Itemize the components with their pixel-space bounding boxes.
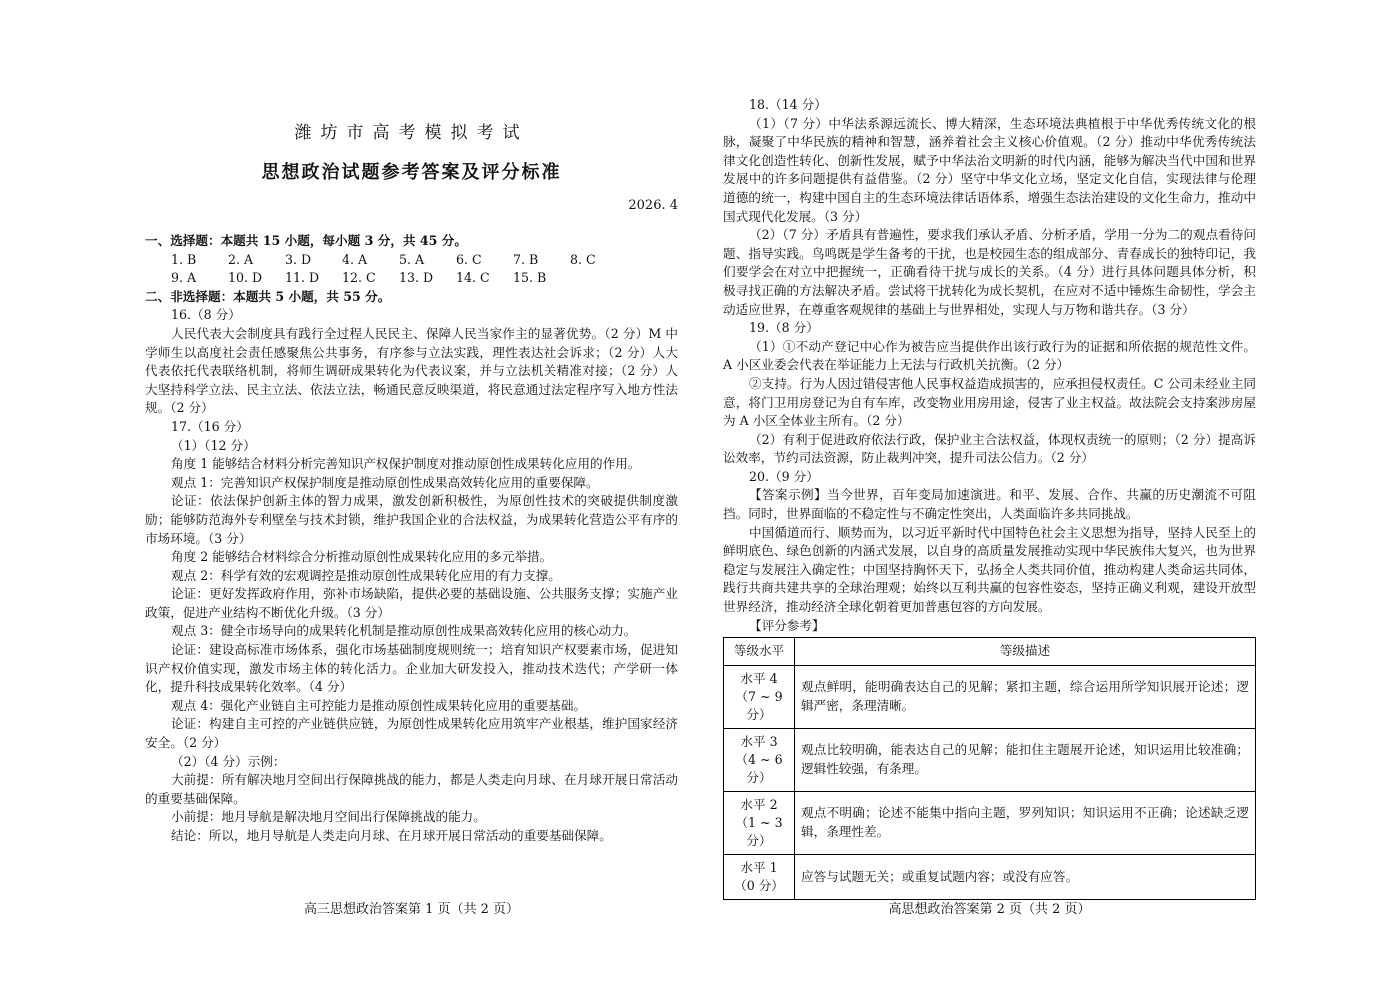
rubric-table	[723, 637, 1256, 900]
paragraph: 【答案示例】当今世界，百年变局加速演进。和平、发展、合作、共赢的历史潮流不可阻挡。同时，世界面临的不稳定性与不确定性突出，人类面临许多共同挑战。	[723, 487, 1256, 522]
paragraph: 20.（9 分）	[749, 468, 819, 484]
level-range: （1 ~ 3 分）	[735, 814, 783, 848]
document-title: 思想政治试题参考答案及评分标准	[261, 162, 562, 183]
answer-item: 15. B	[513, 270, 547, 286]
paragraph: 18.（14 分）	[749, 97, 827, 112]
paragraph: （2）（7 分）矛盾具有普遍性，要求我们承认矛盾、分析矛盾，学用一分为二的观点看待问题、指导实践。鸟鸣既是学生备考的干扰，也是校园生态的组成部分、青春成长的独特印记，我们要学会在对立中把握统一，正确看待干扰与成长的关系。（4 分）进行具体问题具体分析，积极寻找正确的方法解决矛盾。尝试将干扰转化为成长契机，在应对不适中锤炼生命韧性，学会主动适应世界，在尊重客观规律的基础上与世界相处，实现人与万物和谐共存。（3 分）	[723, 227, 1256, 317]
rubric-heading: 【评分参考】	[749, 617, 825, 633]
table-row	[724, 854, 1256, 899]
level-cell	[724, 791, 795, 854]
level-name: 水平 3	[740, 733, 778, 749]
page-footer-left: 高三思想政治答案第 1 页（共 2 页）	[303, 902, 520, 917]
paragraph: 小前提：地月导航是解决地月空间出行保障挑战的能力。	[171, 809, 486, 825]
paragraph: 观点 1：完善知识产权保护制度是推动原创性成果高效转化应用的重要保障。	[171, 474, 599, 490]
answer-item: 3. D	[285, 251, 312, 267]
paragraph: 结论：所以，地月导航是人类走向月球、在月球开展日常活动的重要基础保障。	[171, 828, 612, 843]
level-description: 应答与试题无关；或重复试题内容；或没有应答。	[795, 854, 1256, 899]
answer-item: 6. C	[456, 251, 482, 267]
level-cell	[724, 728, 795, 791]
level-description: 观点比较明确，能表达自己的见解；能扣住主题展开论述，知识运用比较准确；逻辑性较强，有条理。	[795, 728, 1256, 791]
paragraph: 论证：依法保护创新主体的智力成果，激发创新积极性，为原创性技术的突破提供制度激励；能够防范海外专利壁垒与技术封锁，维护我国企业的合法权益，为成果转化营造公平有序的市场环境。（3 分）	[145, 493, 678, 546]
answer-item: 7. B	[513, 251, 539, 267]
answer-item: 2. A	[228, 251, 254, 267]
answer-item: 13. D	[399, 270, 434, 286]
paragraph: 论证：更好发挥政府作用，弥补市场缺陷，提供必要的基础设施、公共服务支撑；实施产业政策，促进产业结构不断优化升级。（3 分）	[145, 586, 678, 620]
paragraph: （2）（4 分）示例：	[171, 753, 286, 769]
left-column	[145, 232, 678, 846]
table-row	[724, 728, 1256, 791]
level-name: 水平 2	[740, 796, 778, 812]
paragraph: （1）（12 分）	[171, 437, 256, 453]
level-range: （4 ~ 6 分）	[735, 751, 783, 785]
paragraph: 观点 2：科学有效的宏观调控是推动原创性成果转化应用的有力支撑。	[171, 567, 561, 583]
level-name: 水平 1	[740, 859, 778, 875]
paragraph: 大前提：所有解决地月空间出行保障挑战的能力，都是人类走向月球、在月球开展日常活动的重要基础保障。	[145, 772, 678, 806]
table-header-row	[724, 638, 1256, 666]
table-row	[724, 791, 1256, 854]
level-range: （0 分）	[734, 877, 784, 893]
paragraph: 角度 2 能够结合材料综合分析推动原创性成果转化应用的多元举措。	[171, 549, 553, 565]
answer-item: 11. D	[285, 270, 320, 286]
answer-item: 4. A	[342, 251, 368, 267]
paragraph: 观点 3：健全市场导向的成果转化机制是推动原创性成果高效转化应用的核心动力。	[171, 623, 637, 639]
paragraph: （1）①不动产登记中心作为被告应当提供作出该行政行为的证据和所依据的规范性文件。A 小区业委会代表在举证能力上无法与行政机关抗衡。（2 分）	[723, 338, 1256, 373]
right-column	[723, 96, 1256, 900]
answer-item: 10. D	[228, 270, 263, 286]
paragraph: 论证：建设高标准市场体系，强化市场基础制度规则统一；培育知识产权要素市场，促进知识产权价值实现，激发市场主体的转化活力。企业加大研发投入，推动技术迭代；产学研一体化，提升科技成果转化效率。（4 分）	[145, 642, 678, 695]
answer-row	[145, 269, 678, 288]
paragraph: 人民代表大会制度具有践行全过程人民民主、保障人民当家作主的显著优势。（2 分）M 中学师生以高度社会责任感聚焦公共事务，有序参与立法实践，理性表达社会诉求；（2 分）人大代表依托代表联络机制，将师生调研成果转化为代表议案，并与立法机关精准对接；（2 分）人大坚持科学立法、民主立法、依法立法，畅通民意反映渠道，将民意通过法定程序写入地方性法规。（2 分）	[145, 325, 678, 416]
section-heading: 一、选择题：本题共 15 小题，每小题 3 分，共 45 分。	[145, 233, 467, 248]
table-row	[724, 665, 1256, 728]
exam-title: 潍坊市高考模拟考试	[294, 123, 529, 143]
paragraph: （1）（7 分）中华法系源远流长、博大精深，生态环境法典植根于中华优秀传统文化的根脉，凝聚了中华民族的精神和智慧，涵养着社会主义核心价值观。（2 分）推动中华优秀传统法律文化创造性转化、创新性发展，赋予中华法治文明新的时代内涵，能够为解决当代中国和世界发展中的许多问题提供有益借鉴。（2 分）坚守中华文化立场，坚定文化自信，实现法律与伦理道德的统一，构建中国自主的生态环境法律话语体系，增强生态法治建设的文化生命力，推动中国式现代化发展。（3 分）	[723, 115, 1256, 224]
answer-item: 9. A	[171, 270, 197, 286]
answer-row	[145, 251, 678, 270]
paragraph: （2）有利于促进政府依法行政，保护业主合法权益，体现权责统一的原则；（2 分）提高诉讼效率，节约司法资源，防止裁判冲突，提升司法公信力。（2 分）	[723, 431, 1256, 466]
paragraph: 论证：构建自主可控的产业链供应链，为原创性成果转化应用筑牢产业根基，维护国家经济安全。（2 分）	[145, 716, 678, 751]
answer-item: 1. B	[171, 251, 197, 267]
paragraph: 观点 4：强化产业链自主可控能力是推动原创性成果转化应用的重要基础。	[171, 697, 587, 713]
level-range: （7 ~ 9 分）	[735, 688, 783, 722]
paragraph: 16.（8 分）	[171, 307, 241, 323]
document-date: 2026. 4	[628, 198, 678, 213]
column-header: 等级描述	[795, 638, 1256, 666]
answer-item: 12. C	[342, 270, 376, 286]
column-header: 等级水平	[724, 638, 795, 666]
answer-item: 8. C	[570, 251, 596, 267]
level-cell	[724, 665, 795, 728]
paragraph: 角度 1 能够结合材料分析完善知识产权保护制度对推动原创性成果转化应用的作用。	[171, 456, 641, 472]
level-description: 观点不明确；论述不能集中指向主题，罗列知识；知识运用不正确；论述缺乏逻辑，条理性差。	[795, 791, 1256, 854]
page-footer-right: 高思想政治答案第 2 页（共 2 页）	[888, 902, 1091, 917]
answer-item: 14. C	[456, 270, 490, 286]
paragraph: ②支持。行为人因过错侵害他人民事权益造成损害的，应承担侵权责任。C 公司未经业主同意，将门卫用房登记为自有车库，改变物业用房用途，侵害了业主权益。故法院会支持案涉房屋为 A 小区全体业主所有。（2 分）	[723, 375, 1256, 429]
answer-item: 5. A	[399, 251, 425, 267]
section-heading: 二、非选择题：本题共 5 小题，共 55 分。	[145, 288, 391, 304]
level-name: 水平 4	[740, 670, 778, 686]
level-description: 观点鲜明，能明确表达自己的见解；紧扣主题，综合运用所学知识展开论述；逻辑严密，条理清晰。	[795, 665, 1256, 728]
paragraph: 19.（8 分）	[749, 320, 819, 336]
paragraph: 中国循道而行、顺势而为，以习近平新时代中国特色社会主义思想为指导，坚持人民至上的鲜明底色、绿色创新的内涵式发展，以自身的高质量发展推动实现中华民族伟大复兴，也为世界稳定与发展注入确定性；中国坚持胸怀天下，弘扬全人类共同价值，推动构建人类命运共同体，践行共商共建共享的全球治理观；始终以互利共赢的包容性姿态，坚持正确义利观，建设开放型世界经济，推动经济全球化朝着更加普惠包容的方向发展。	[723, 524, 1256, 615]
paragraph: 17.（16 分）	[171, 418, 249, 434]
level-cell	[724, 854, 795, 899]
